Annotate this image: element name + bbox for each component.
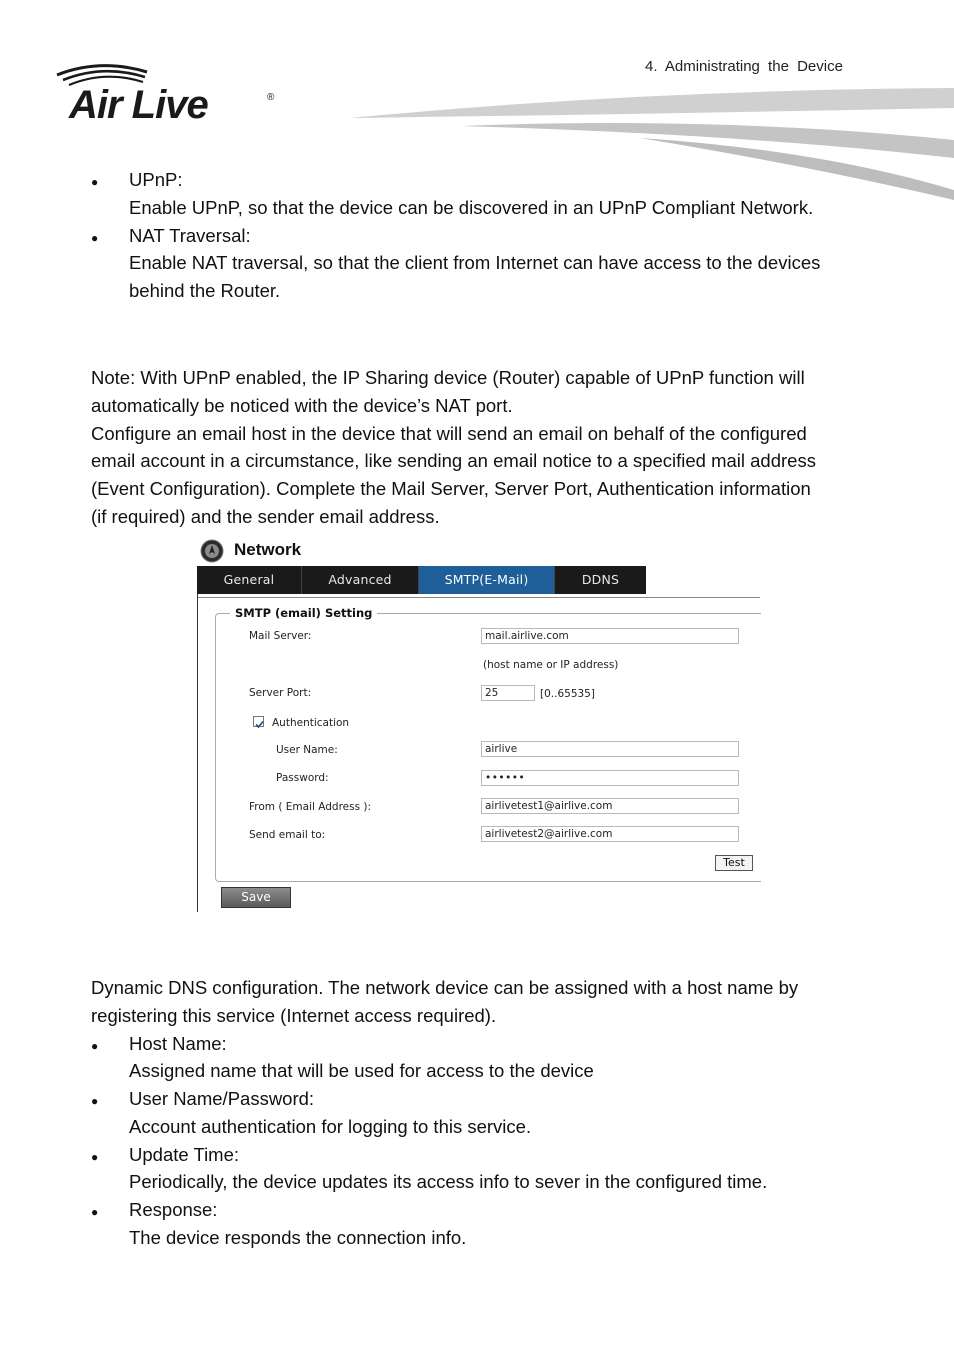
send-to-input[interactable]: airlivetest2@airlive.com xyxy=(481,826,739,842)
panel-border-left xyxy=(197,594,198,912)
mail-server-hint: (host name or IP address) xyxy=(483,659,619,671)
network-tab-bar xyxy=(197,566,646,594)
ddns-intro-line2: registering this service (Internet access required). xyxy=(91,1005,497,1026)
bullet-desc-host-name: Assigned name that will be used for access to the device xyxy=(129,1060,594,1081)
mail-server-label: Mail Server: xyxy=(249,630,312,642)
bullet-desc-response: The device responds the connection info. xyxy=(129,1227,467,1248)
server-port-input[interactable]: 25 xyxy=(481,685,535,701)
authentication-checkbox[interactable] xyxy=(253,716,264,727)
bullet-desc-update-time: Periodically, the device updates its access info to sever in the configured time. xyxy=(129,1171,768,1192)
note-line2: automatically be noticed with the device’s NAT port. xyxy=(91,395,513,416)
header-swoosh-decoration xyxy=(340,80,954,200)
password-label: Password: xyxy=(276,772,329,784)
bullet-title-response: Response: xyxy=(129,1199,218,1220)
tab-general[interactable]: General xyxy=(197,566,302,594)
mail-server-input[interactable]: mail.airlive.com xyxy=(481,628,739,644)
ddns-intro-line1: Dynamic DNS configuration. The network device can be assigned with a host name by xyxy=(91,977,799,998)
password-input[interactable]: •••••• xyxy=(481,770,739,786)
from-email-label: From ( Email Address ): xyxy=(249,801,372,813)
bullet-title-update-time: Update Time: xyxy=(129,1144,240,1165)
bullet-title-nat: NAT Traversal: xyxy=(129,225,251,246)
authentication-label: Authentication xyxy=(272,717,350,729)
server-port-label: Server Port: xyxy=(249,687,312,699)
smtp-setting-title: SMTP (email) Setting xyxy=(230,606,377,620)
tab-advanced[interactable]: Advanced xyxy=(302,566,419,594)
bullet-dot: ● xyxy=(91,1094,99,1108)
bullet-dot: ● xyxy=(91,1205,99,1219)
svg-text:®: ® xyxy=(267,92,275,103)
panel-border-top xyxy=(198,597,760,598)
test-button[interactable]: Test xyxy=(715,855,753,871)
note-line1: Note: With UPnP enabled, the IP Sharing device (Router) capable of UPnP function will xyxy=(91,367,805,388)
send-to-label: Send email to: xyxy=(249,829,326,841)
server-port-range: [0..65535] xyxy=(540,688,595,700)
bullet-desc-user-password: Account authentication for logging to this service. xyxy=(129,1116,532,1137)
smtp-intro-line4: (if required) and the sender email address. xyxy=(91,506,440,527)
smtp-intro-line2: email account in a circumstance, like sending an email notice to a specified mail address xyxy=(91,450,816,471)
network-globe-icon xyxy=(200,539,224,563)
user-name-label: User Name: xyxy=(276,744,338,756)
bullet-desc-upnp: Enable UPnP, so that the device can be discovered in an UPnP Compliant Network. xyxy=(129,197,814,218)
bullet-dot: ● xyxy=(91,1039,99,1053)
airlive-logo xyxy=(55,60,285,130)
chapter-heading: 4. Administrating the Device xyxy=(645,58,843,75)
bullet-title-host-name: Host Name: xyxy=(129,1033,227,1054)
bullet-title-user-password: User Name/Password: xyxy=(129,1088,315,1109)
smtp-intro-line3: (Event Configuration). Complete the Mail Server, Server Port, Authentication information xyxy=(91,478,811,499)
save-button[interactable]: Save xyxy=(221,887,291,908)
network-title: Network xyxy=(234,540,302,559)
user-name-input[interactable]: airlive xyxy=(481,741,739,757)
tab-ddns[interactable]: DDNS xyxy=(581,572,620,587)
bullet-dot: ● xyxy=(91,231,99,245)
from-email-input[interactable]: airlivetest1@airlive.com xyxy=(481,798,739,814)
bullet-dot: ● xyxy=(91,1150,99,1164)
logo-text: Air Live xyxy=(69,83,208,127)
bullet-desc-nat-line2: behind the Router. xyxy=(129,280,281,301)
bullet-dot: ● xyxy=(91,175,99,189)
bullet-title-upnp: UPnP: xyxy=(129,169,183,190)
smtp-intro-line1: Configure an email host in the device that will send an email on behalf of the configured xyxy=(91,423,807,444)
tab-smtp-email[interactable]: SMTP(E-Mail) xyxy=(419,566,555,594)
checkmark-icon xyxy=(254,719,265,730)
bullet-desc-nat-line1: Enable NAT traversal, so that the client from Internet can have access to the devices xyxy=(129,252,821,273)
